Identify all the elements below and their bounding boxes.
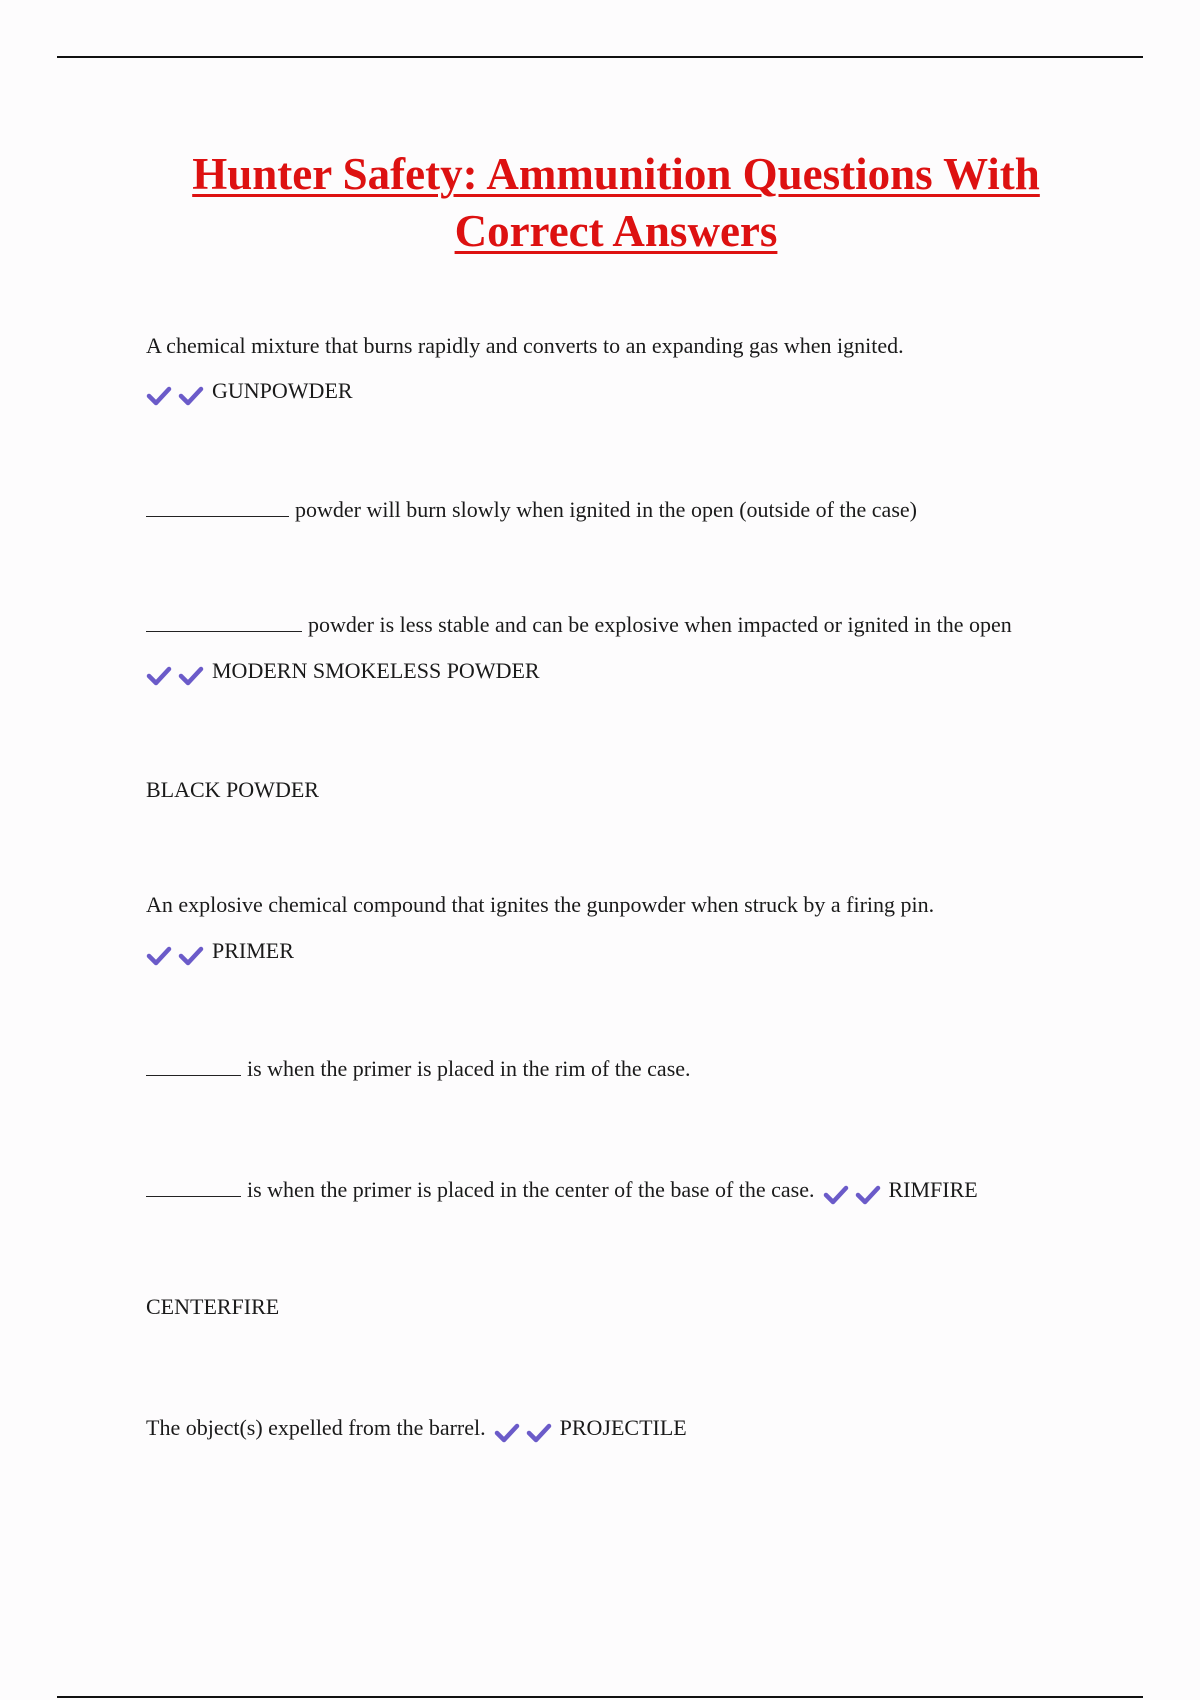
question-5-text: is when the primer is placed in the rim of the case. [247, 1056, 691, 1081]
question-4 [146, 890, 934, 920]
question-6-text: is when the primer is placed in the center of the base of the case. [247, 1177, 815, 1202]
answer-6-extra [146, 1292, 279, 1322]
bottom-rule [57, 1696, 1143, 1698]
title-line-2: Correct Answers [454, 206, 778, 256]
answer-3-text: MODERN SMOKELESS POWDER [212, 658, 540, 683]
double-check-icon [146, 378, 210, 408]
question-2-text: powder will burn slowly when ignited in the open (outside of the case) [295, 497, 917, 522]
question-3 [146, 610, 1012, 640]
question-6 [146, 1175, 978, 1207]
question-3-text: powder is less stable and can be explosive when impacted or ignited in the open [308, 612, 1012, 637]
question-1-text: A chemical mixture that burns rapidly and converts to an expanding gas when ignited. [146, 333, 904, 358]
double-check-icon [146, 658, 210, 688]
question-2 [146, 495, 917, 525]
question-4-text: An explosive chemical compound that ignites the gunpowder when struck by a firing pin. [146, 892, 935, 917]
double-check-icon [146, 938, 210, 968]
answer-6-extra-text: CENTERFIRE [146, 1294, 280, 1319]
question-5 [146, 1054, 691, 1084]
page-title [100, 146, 1132, 260]
answer-3 [146, 656, 540, 688]
answer-4 [146, 936, 294, 968]
title-line-1: Hunter Safety: Ammunition Questions With [192, 149, 1040, 199]
question-1 [146, 331, 904, 361]
answer-3-extra [146, 775, 319, 805]
double-check-icon [494, 1415, 558, 1445]
double-check-icon [823, 1177, 887, 1207]
fill-in-blank [146, 496, 289, 517]
answer-6-text: RIMFIRE [888, 1177, 978, 1202]
answer-3-extra-text: BLACK POWDER [146, 777, 319, 802]
fill-in-blank [146, 1176, 241, 1197]
top-rule [57, 56, 1143, 58]
answer-1 [146, 376, 353, 408]
answer-7-text: PROJECTILE [559, 1415, 687, 1440]
fill-in-blank [146, 1055, 241, 1076]
answer-1-text: GUNPOWDER [212, 378, 353, 403]
answer-4-text: PRIMER [212, 938, 294, 963]
question-7-text: The object(s) expelled from the barrel. [146, 1415, 486, 1440]
question-7 [146, 1413, 687, 1445]
fill-in-blank [146, 611, 302, 632]
